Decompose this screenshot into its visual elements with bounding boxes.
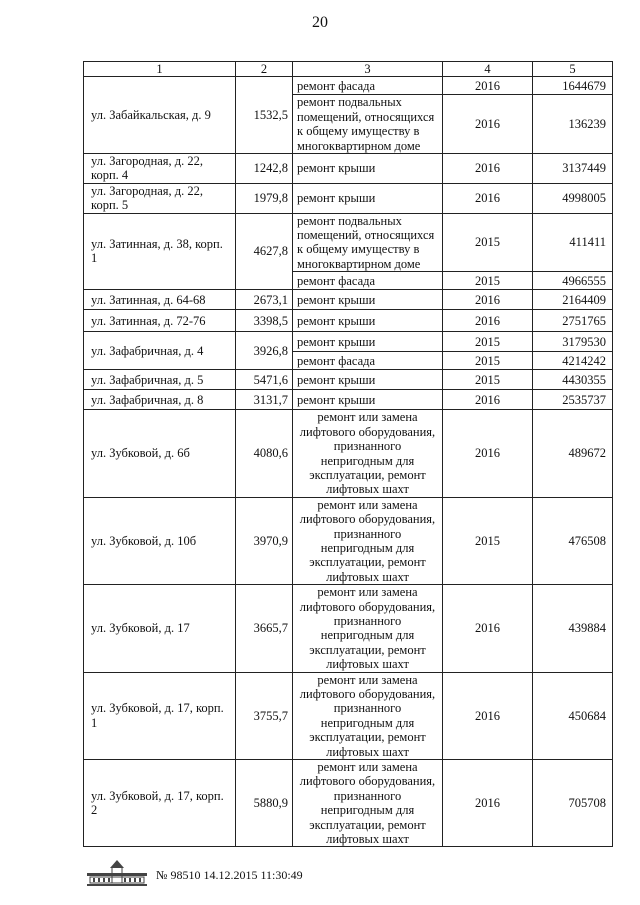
cost-cell: 3179530 (533, 332, 613, 352)
year-cell: 2015 (443, 332, 533, 352)
address-cell: ул. Зубковой, д. 17 (84, 585, 236, 672)
table-row (84, 290, 613, 310)
work-type-cell: ремонт крыши (293, 290, 443, 310)
address-cell: ул. Затинная, д. 64-68 (84, 290, 236, 310)
address-cell: ул. Зафабричная, д. 5 (84, 370, 236, 390)
work-type-cell: ремонт крыши (293, 332, 443, 352)
work-type-cell: ремонт фасада (293, 77, 443, 95)
area-cell: 3398,5 (236, 310, 293, 332)
cost-cell: 411411 (533, 213, 613, 272)
year-cell: 2015 (443, 272, 533, 290)
cost-cell: 439884 (533, 585, 613, 672)
work-type-cell: ремонт или замена лифтового оборудования, признанного непригодным для эксплуатации, ремонт лифтовых шахт (293, 410, 443, 497)
work-type-cell: ремонт крыши (293, 390, 443, 410)
area-cell: 1532,5 (236, 77, 293, 154)
area-cell: 5471,6 (236, 370, 293, 390)
table-row (84, 370, 613, 390)
work-type-cell: ремонт крыши (293, 154, 443, 184)
year-cell: 2015 (443, 213, 533, 272)
address-cell: ул. Затинная, д. 72-76 (84, 310, 236, 332)
cost-cell: 705708 (533, 760, 613, 847)
repair-table (83, 61, 613, 847)
address-cell: ул. Зафабричная, д. 4 (84, 332, 236, 370)
area-cell: 3926,8 (236, 332, 293, 370)
address-cell: ул. Загородная, д. 22, корп. 5 (84, 183, 236, 213)
table-row (84, 310, 613, 332)
work-type-cell: ремонт крыши (293, 370, 443, 390)
year-cell: 2016 (443, 760, 533, 847)
table-row (84, 672, 613, 759)
address-cell: ул. Загородная, д. 22, корп. 4 (84, 154, 236, 184)
work-type-cell: ремонт подвальных помещений, относящихся к общему имуществу в многоквартирном доме (293, 213, 443, 272)
area-cell: 1242,8 (236, 154, 293, 184)
table-row (84, 213, 613, 272)
cost-cell: 2164409 (533, 290, 613, 310)
year-cell: 2016 (443, 77, 533, 95)
cost-cell: 2751765 (533, 310, 613, 332)
cost-cell: 4966555 (533, 272, 613, 290)
work-type-cell: ремонт подвальных помещений, относящихся к общему имуществу в многоквартирном доме (293, 95, 443, 154)
year-cell: 2016 (443, 95, 533, 154)
address-cell: ул. Забайкальская, д. 9 (84, 77, 236, 154)
work-type-cell: ремонт фасада (293, 352, 443, 370)
year-cell: 2016 (443, 290, 533, 310)
cost-cell: 4430355 (533, 370, 613, 390)
year-cell: 2016 (443, 585, 533, 672)
area-cell: 4080,6 (236, 410, 293, 497)
cost-cell: 489672 (533, 410, 613, 497)
area-cell: 1979,8 (236, 183, 293, 213)
header-cell: 3 (293, 62, 443, 77)
header-cell: 5 (533, 62, 613, 77)
year-cell: 2016 (443, 183, 533, 213)
work-type-cell: ремонт или замена лифтового оборудования, признанного непригодным для эксплуатации, ремонт лифтовых шахт (293, 585, 443, 672)
header-cell: 4 (443, 62, 533, 77)
table-row (84, 332, 613, 352)
table-row (84, 497, 613, 584)
address-cell: ул. Зубковой, д. 10б (84, 497, 236, 584)
header-cell: 1 (84, 62, 236, 77)
year-cell: 2015 (443, 370, 533, 390)
year-cell: 2016 (443, 672, 533, 759)
work-type-cell: ремонт крыши (293, 183, 443, 213)
year-cell: 2016 (443, 310, 533, 332)
cost-cell: 450684 (533, 672, 613, 759)
work-type-cell: ремонт или замена лифтового оборудования, признанного непригодным для эксплуатации, ремонт лифтовых шахт (293, 497, 443, 584)
area-cell: 3131,7 (236, 390, 293, 410)
work-type-cell: ремонт крыши (293, 310, 443, 332)
table-row (84, 410, 613, 497)
cost-cell: 136239 (533, 95, 613, 154)
work-type-cell: ремонт фасада (293, 272, 443, 290)
table-row (84, 154, 613, 184)
cost-cell: 4214242 (533, 352, 613, 370)
area-cell: 3665,7 (236, 585, 293, 672)
table-row (84, 585, 613, 672)
address-cell: ул. Зубковой, д. 17, корп. 2 (84, 760, 236, 847)
year-cell: 2016 (443, 154, 533, 184)
cost-cell: 4998005 (533, 183, 613, 213)
work-type-cell: ремонт или замена лифтового оборудования, признанного непригодным для эксплуатации, ремонт лифтовых шахт (293, 760, 443, 847)
area-cell: 4627,8 (236, 213, 293, 290)
address-cell: ул. Затинная, д. 38, корп. 1 (84, 213, 236, 290)
document-number: № 98510 14.12.2015 11:30:49 (156, 868, 303, 882)
header-row (84, 62, 613, 77)
area-cell: 3755,7 (236, 672, 293, 759)
table-row (84, 760, 613, 847)
table-row (84, 183, 613, 213)
government-building-logo-icon (86, 858, 148, 888)
cost-cell: 3137449 (533, 154, 613, 184)
area-cell: 2673,1 (236, 290, 293, 310)
year-cell: 2016 (443, 390, 533, 410)
year-cell: 2015 (443, 352, 533, 370)
address-cell: ул. Зубковой, д. 6б (84, 410, 236, 497)
address-cell: ул. Зафабричная, д. 8 (84, 390, 236, 410)
cost-cell: 476508 (533, 497, 613, 584)
table-row (84, 390, 613, 410)
cost-cell: 1644679 (533, 77, 613, 95)
area-cell: 3970,9 (236, 497, 293, 584)
year-cell: 2016 (443, 410, 533, 497)
address-cell: ул. Зубковой, д. 17, корп. 1 (84, 672, 236, 759)
work-type-cell: ремонт или замена лифтового оборудования, признанного непригодным для эксплуатации, ремонт лифтовых шахт (293, 672, 443, 759)
header-cell: 2 (236, 62, 293, 77)
area-cell: 5880,9 (236, 760, 293, 847)
cost-cell: 2535737 (533, 390, 613, 410)
page-number: 20 (312, 14, 328, 31)
table-row (84, 77, 613, 95)
footer (86, 858, 386, 888)
year-cell: 2015 (443, 497, 533, 584)
